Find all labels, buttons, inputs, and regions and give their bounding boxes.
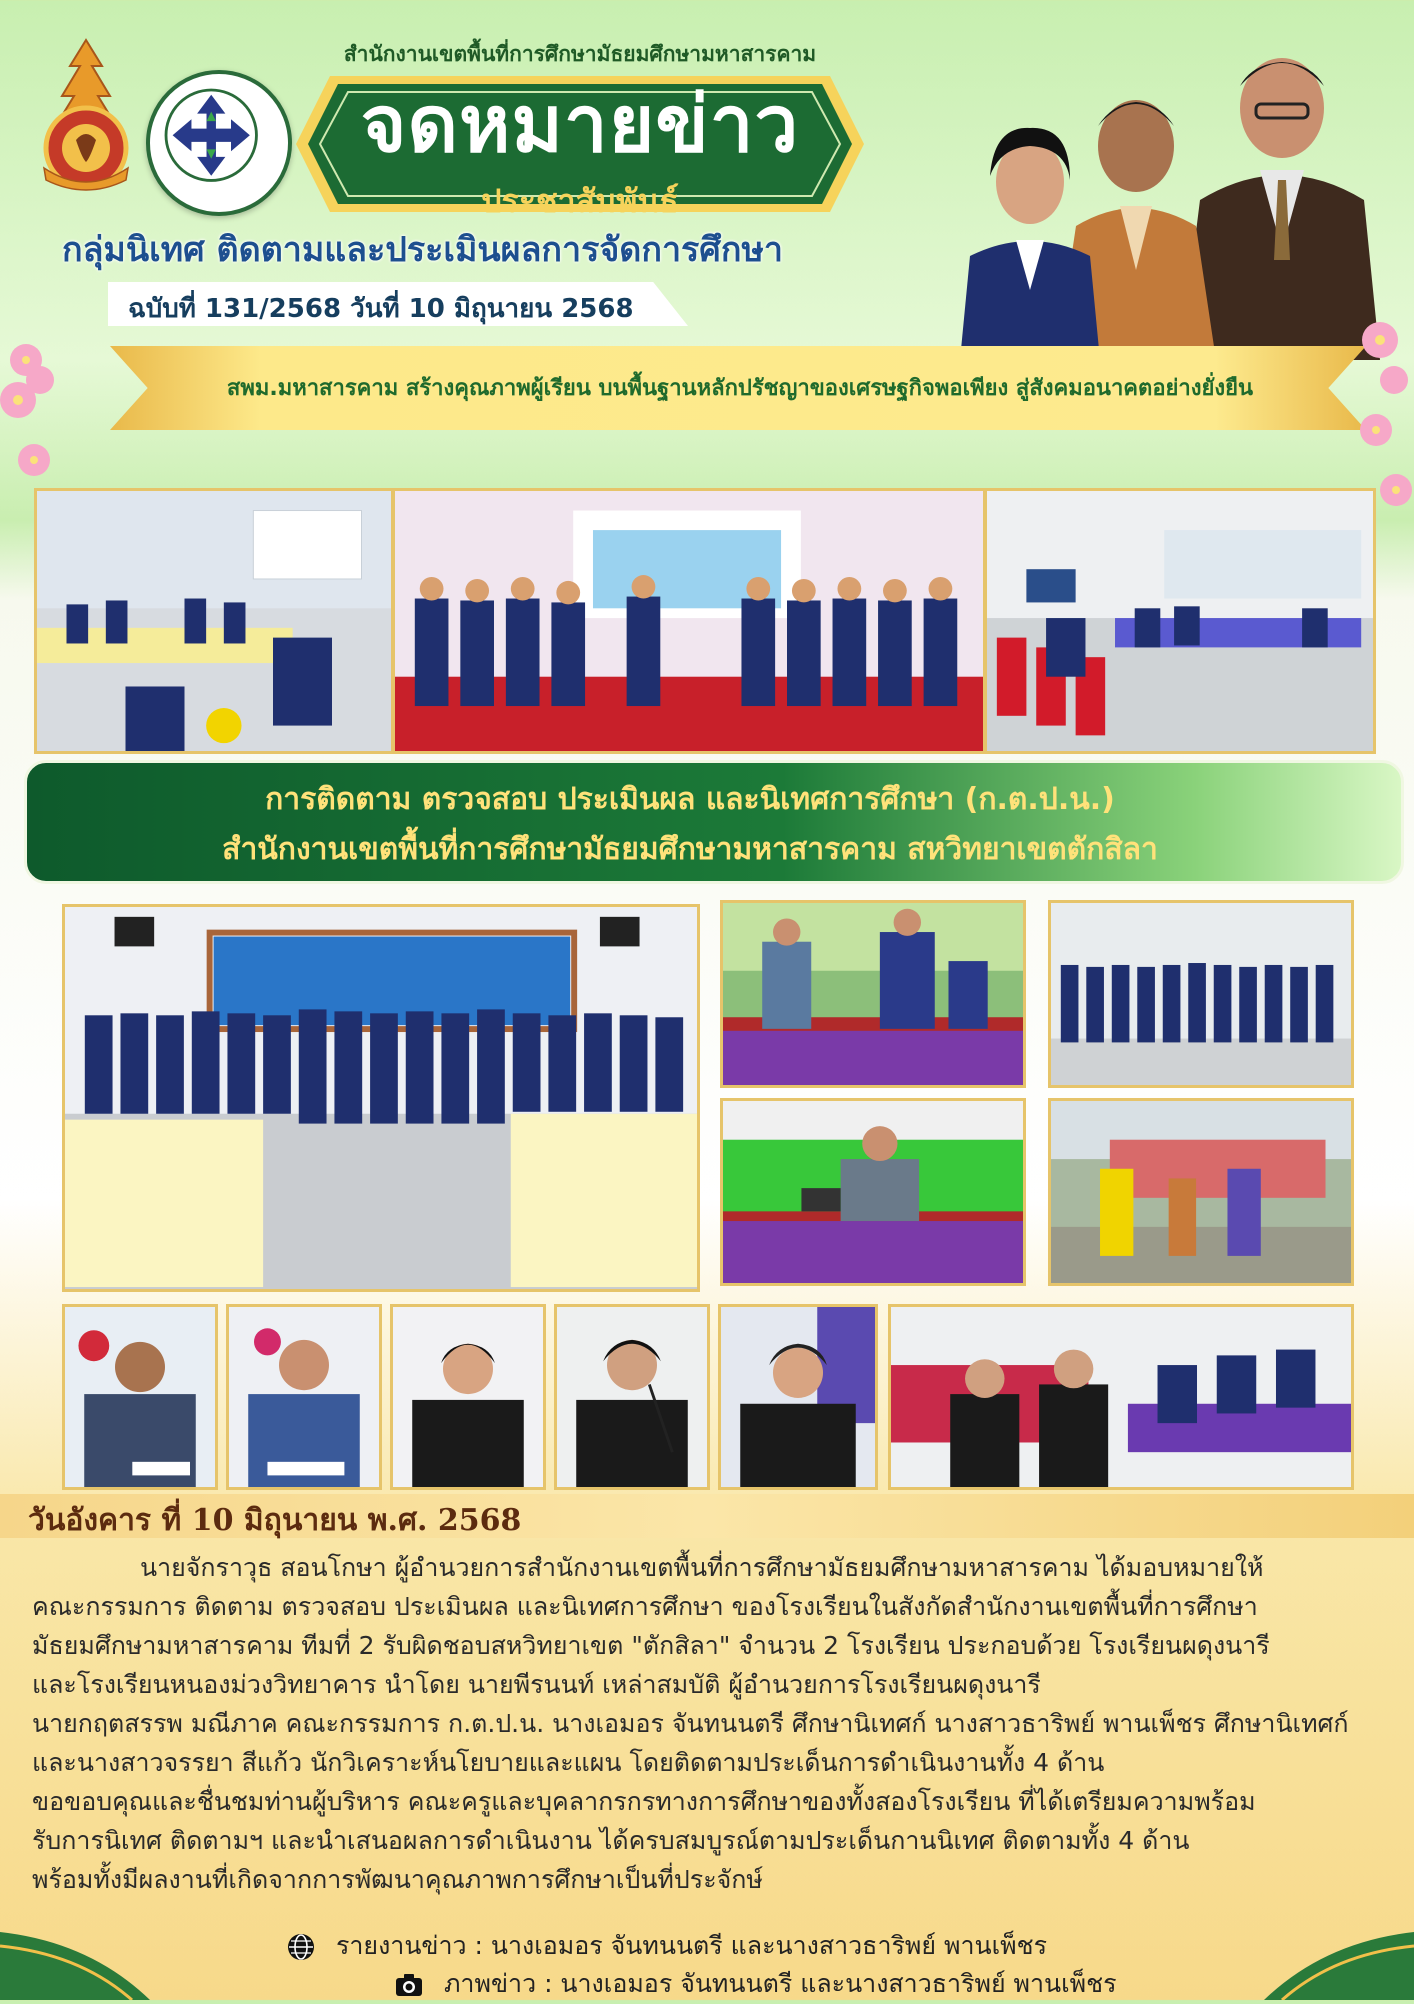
photo-group-outside — [1048, 900, 1354, 1088]
photo-speaker-3 — [390, 1304, 546, 1490]
camera-icon — [394, 1970, 424, 2000]
photo-speaker-4 — [554, 1304, 710, 1490]
body-line: รับการนิเทศ ติดตามฯ และนำเสนอผลการดำเนินงาน ได้ครบสมบูรณ์ตามประเด็นกานนิเทศ ติดตามทั้ง 4 ด้าน — [32, 1826, 1190, 1855]
executives-portrait — [960, 30, 1380, 360]
corner-ornament-right — [1234, 1922, 1414, 2000]
globe-icon — [286, 1932, 316, 1962]
body-line: คณะกรรมการ ติดตาม ตรวจสอบ ประเมินผล และนิเทศการศึกษา ของโรงเรียนในสังกัดสำนักงานเขตพื้นที่การศึกษา — [32, 1592, 1258, 1621]
body-line: และโรงเรียนหนองม่วงวิทยาคาร นำโดย นายพีรนนท์ เหล่าสมบัติ ผู้อำนวยการโรงเรียนผดุงนารี — [32, 1670, 1041, 1699]
body-line: และนางสาวจรรยา สีแก้ว นักวิเคราะห์นโยบายและแผน โดยติดตามประเด็นการดำเนินงานทั้ง 4 ด้าน — [32, 1748, 1105, 1777]
newsletter-title: จดหมายข่าว — [360, 80, 800, 170]
photo-speaker-1 — [62, 1304, 218, 1490]
photo-director-presenting — [720, 1098, 1026, 1286]
date-heading: วันอังคาร ที่ 10 มิถุนายน พ.ศ. 2568 — [28, 1503, 522, 1538]
slogan: สพม.มหาสารคาม สร้างคุณภาพผู้เรียน บนพื้นฐานหลักปรัชญาของเศรษฐกิจพอเพียง สู่สังคมอนาคตอย่างยั่งยืน — [226, 376, 1254, 401]
photo-meeting-greeting — [720, 900, 1026, 1088]
ministry-crest-logo — [30, 36, 142, 196]
photo-group-stage — [392, 488, 986, 754]
photo-credit-text: ภาพข่าว : นางเอมอร จันทนนตรี และนางสาวธาริพย์ พานเพ็ชร — [443, 1969, 1117, 1998]
activity-title-line1: การติดตาม ตรวจสอบ ประเมินผล และนิเทศการศึกษา (ก.ต.ป.น.) — [265, 782, 1115, 817]
body-line: พร้อมทั้งมีผลงานที่เกิดจากการพัฒนาคุณภาพการศึกษาเป็นที่ประจักษ์ — [32, 1865, 763, 1894]
corner-ornament-left — [0, 1922, 180, 2000]
activity-title-line2: สำนักงานเขตพื้นที่การศึกษามัธยมศึกษามหาสารคาม สหวิทยาเขตตักสิลา — [222, 832, 1158, 867]
body-line: มัธยมศึกษามหาสารคาม ทีมที่ 2 รับผิดชอบสหวิทยาเขต "ตักสิลา" จำนวน 2 โรงเรียน ประกอบด้วย โรงเรียนผดุงนารี — [32, 1631, 1270, 1660]
body-line: นายกฤตสรรพ มณีภาค คณะกรรมการ ก.ต.ป.น. นางเอมอร จันทนนตรี ศึกษานิเทศก์ นางสาวธาริพย์ พานเพ็ชร ศึกษานิเทศก์ — [32, 1709, 1349, 1738]
newsletter-subtitle: ประชาสัมพันธ์ — [481, 182, 679, 220]
photo-school-visit — [1048, 1098, 1354, 1286]
photo-credit — [394, 1964, 1117, 2004]
news-body — [32, 1548, 1402, 1899]
report-credit-text: รายงานข่าว : นางเอมอร จันทนนตรี และนางสาวธาริพย์ พานเพ็ชร — [335, 1931, 1048, 1960]
photo-speaker-2 — [226, 1304, 382, 1490]
photo-meeting-room-1 — [34, 488, 394, 754]
photo-committee-table — [888, 1304, 1354, 1490]
credits — [0, 1922, 1414, 2000]
photo-speaker-5 — [718, 1304, 878, 1490]
supervision-unit-logo — [146, 70, 292, 216]
photo-meeting-room-2 — [984, 488, 1376, 754]
group-name: กลุ่มนิเทศ ติดตามและประเมินผลการจัดการศึกษา — [62, 230, 783, 270]
report-credit — [286, 1926, 1047, 1966]
issue-number: ฉบับที่ 131/2568 วันที่ 10 มิถุนายน 2568 — [128, 294, 634, 324]
body-line: ขอขอบคุณและชื่นชมท่านผู้บริหาร คณะครูและบุคลากรกรทางการศึกษาของทั้งสองโรงเรียน ที่ได้เตรียมความพร้อม — [32, 1787, 1256, 1816]
photo-group-large — [62, 904, 700, 1292]
office-name: สำนักงานเขตพื้นที่การศึกษามัธยมศึกษามหาสารคาม — [343, 42, 817, 66]
body-line: นายจักราวุธ สอนโกษา ผู้อำนวยการสำนักงานเขตพื้นที่การศึกษามัธยมศึกษามหาสารคาม ได้มอบหมายให้ — [140, 1553, 1264, 1582]
